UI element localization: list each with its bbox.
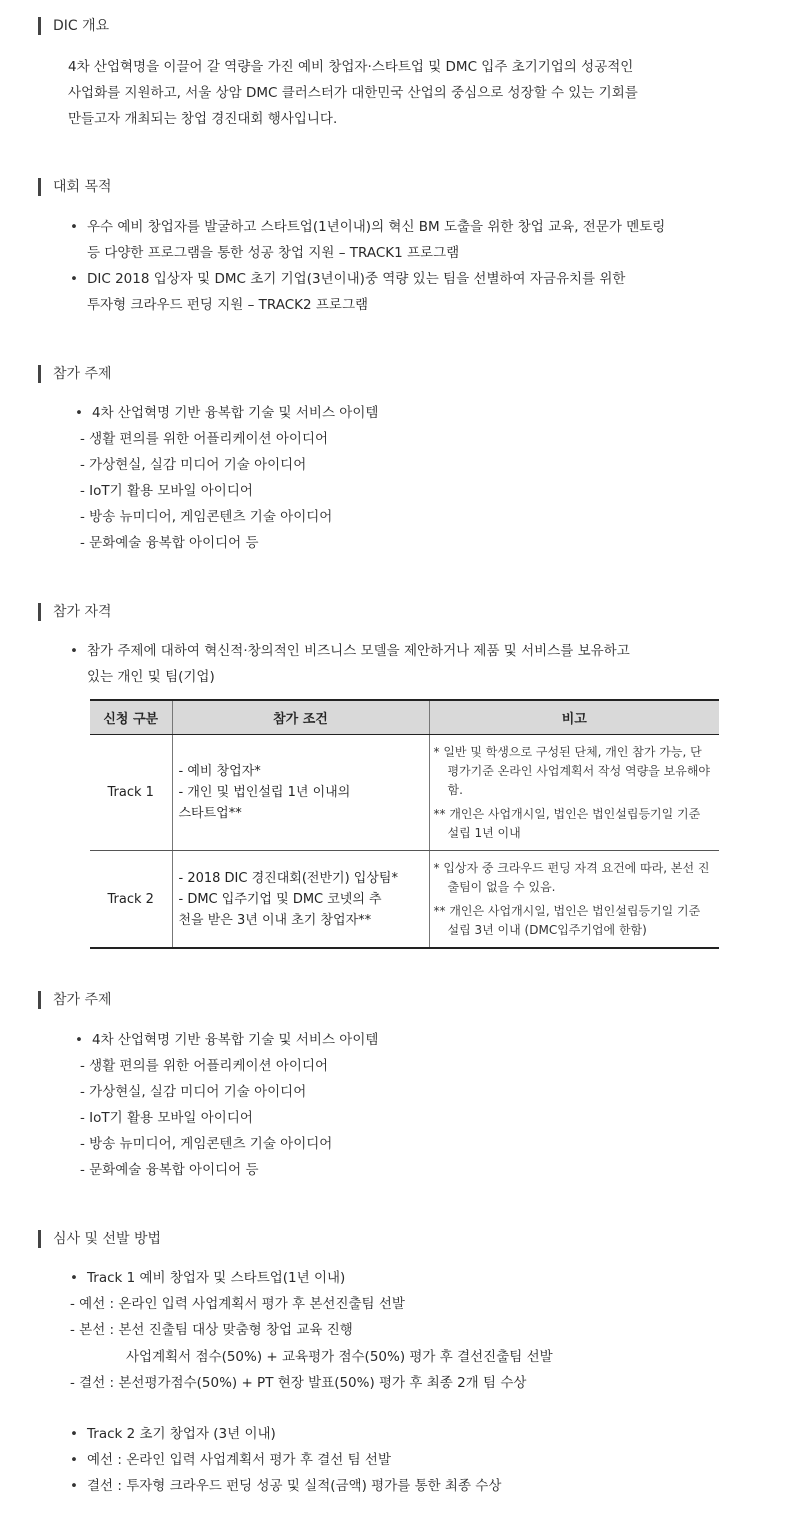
table-cell-notes bbox=[429, 735, 719, 851]
table-cell-track: Track 2 bbox=[107, 891, 154, 907]
overview-line-3: 만들고자 개최되는 창업 경진대회 행사입니다. bbox=[68, 111, 338, 127]
topics-sub-3: - IoT기 활용 모바일 아이디어 bbox=[80, 483, 253, 499]
topics2-sub-4: - 방송 뉴미디어, 게임콘텐츠 기술 아이디어 bbox=[80, 1136, 333, 1152]
note-line: ** 개인은 사업개시일, 법인은 법인설립등기일 기준 설립 1년 이내 bbox=[433, 806, 701, 840]
overview-line-2: 사업화를 지원하고, 서울 상암 DMC 클러스터가 대한민국 산업의 중심으로 성장할 수 있는 기회를 bbox=[68, 85, 638, 101]
table-cell-track: Track 1 bbox=[90, 735, 172, 851]
note-line: ** 개인은 사업개시일, 법인은 법인설립등기일 기준 설립 3년 이내 (DMC입주기업에 한함) bbox=[433, 903, 701, 937]
table-cell-conditions bbox=[172, 851, 429, 949]
topics-heading: 참가 주제 bbox=[38, 365, 112, 383]
judging-track1-main-detail: 사업계획서 점수(50%) + 교육평가 점수(50%) 평가 후 결선진출팀 선발 bbox=[126, 1349, 553, 1365]
condition-line: 천을 받은 3년 이내 초기 창업자** bbox=[178, 912, 372, 928]
table-header-notes: 비고 bbox=[429, 700, 719, 735]
topics-sub-1: - 생활 편의를 위한 어플리케이션 아이디어 bbox=[80, 431, 329, 447]
topics2-sub-3: - IoT기 활용 모바일 아이디어 bbox=[80, 1110, 253, 1126]
condition-line: - DMC 입주기업 및 DMC 코넷의 추 bbox=[178, 891, 382, 907]
purpose-item-1-line-1: • 우수 예비 창업자를 발굴하고 스타트업(1년이내)의 혁신 BM 도출을 위한 창업 교육, 전문가 멘토링 bbox=[87, 217, 665, 237]
topics-sub-2: - 가상현실, 실감 미디어 기술 아이디어 bbox=[80, 457, 307, 473]
condition-line: - 개인 및 법인설립 1년 이내의 bbox=[178, 785, 351, 800]
purpose-item-2-line-1: • DIC 2018 입상자 및 DMC 초기 기업(3년이내)중 역량 있는 팀을 선별하여 자금유치를 위한 bbox=[87, 269, 625, 289]
table-cell-conditions bbox=[172, 735, 429, 851]
eligibility-heading: 참가 자격 bbox=[38, 603, 112, 621]
topics2-sub-1: - 생활 편의를 위한 어플리케이션 아이디어 bbox=[80, 1058, 329, 1074]
topics-main: • 4차 산업혁명 기반 융복합 기술 및 서비스 아이템 bbox=[92, 403, 378, 423]
table-cell-notes bbox=[429, 851, 719, 949]
overview-heading: DIC 개요 bbox=[38, 17, 109, 35]
topics-sub-4: - 방송 뉴미디어, 게임콘텐츠 기술 아이디어 bbox=[80, 509, 333, 525]
eligibility-line-2: 있는 개인 및 팀(기업) bbox=[87, 669, 215, 685]
table-header-category: 신청 구분 bbox=[90, 700, 172, 735]
judging-heading: 심사 및 선발 방법 bbox=[38, 1230, 161, 1248]
table-row bbox=[90, 851, 719, 949]
purpose-heading: 대회 목적 bbox=[38, 178, 112, 196]
overview-line-1: 4차 산업혁명을 이끌어 갈 역량을 가진 예비 창업자·스타트업 및 DMC 입주 초기기업의 성공적인 bbox=[68, 59, 634, 75]
judging-track2-prelim: • 예선 : 온라인 입력 사업계획서 평가 후 결선 팀 선발 bbox=[87, 1450, 391, 1470]
judging-track1-main: - 본선 : 본선 진출팀 대상 맞춤형 창업 교육 진행 bbox=[70, 1322, 353, 1338]
topics2-heading: 참가 주제 bbox=[38, 991, 112, 1009]
note-line: * 일반 및 학생으로 구성된 단체, 개인 참가 가능, 단 평가기준 온라인 사업계획서 작성 역량을 보유해야 함. bbox=[433, 744, 711, 797]
note-line: * 입상자 중 크라우드 펀딩 자격 요건에 따라, 본선 진출팀이 없을 수 있음. bbox=[433, 860, 710, 894]
purpose-item-1-line-2: 등 다양한 프로그램을 통한 성공 창업 지원 – TRACK1 프로그램 bbox=[87, 245, 460, 261]
topics2-main: • 4차 산업혁명 기반 융복합 기술 및 서비스 아이템 bbox=[92, 1030, 378, 1050]
table-row bbox=[90, 735, 719, 851]
condition-line: - 예비 창업자* bbox=[178, 764, 261, 779]
eligibility-table bbox=[90, 699, 719, 949]
judging-track1-title: • Track 1 예비 창업자 및 스타트업(1년 이내) bbox=[87, 1268, 345, 1288]
judging-track2-title: • Track 2 초기 창업자 (3년 이내) bbox=[87, 1424, 276, 1444]
table-header-conditions: 참가 조건 bbox=[172, 700, 429, 735]
judging-track1-prelim: - 예선 : 온라인 입력 사업계획서 평가 후 본선진출팀 선발 bbox=[70, 1296, 405, 1312]
condition-line: - 2018 DIC 경진대회(전반기) 입상팀* bbox=[178, 870, 398, 886]
condition-line: 스타트업** bbox=[178, 806, 242, 821]
eligibility-line-1: • 참가 주제에 대하여 혁신적·창의적인 비즈니스 모델을 제안하거나 제품 및 서비스를 보유하고 bbox=[87, 641, 630, 661]
topics2-sub-5: - 문화예술 융복합 아이디어 등 bbox=[80, 1162, 259, 1178]
purpose-item-2-line-2: 투자형 크라우드 펀딩 지원 – TRACK2 프로그램 bbox=[87, 297, 369, 313]
judging-track2-final: • 결선 : 투자형 크라우드 펀딩 성공 및 실적(금액) 평가를 통한 최종 수상 bbox=[87, 1476, 501, 1496]
judging-track1-final: - 결선 : 본선평가점수(50%) + PT 현장 발표(50%) 평가 후 최종 2개 팀 수상 bbox=[70, 1375, 527, 1391]
table-header-row bbox=[90, 700, 719, 735]
topics2-sub-2: - 가상현실, 실감 미디어 기술 아이디어 bbox=[80, 1084, 307, 1100]
topics-sub-5: - 문화예술 융복합 아이디어 등 bbox=[80, 535, 259, 551]
